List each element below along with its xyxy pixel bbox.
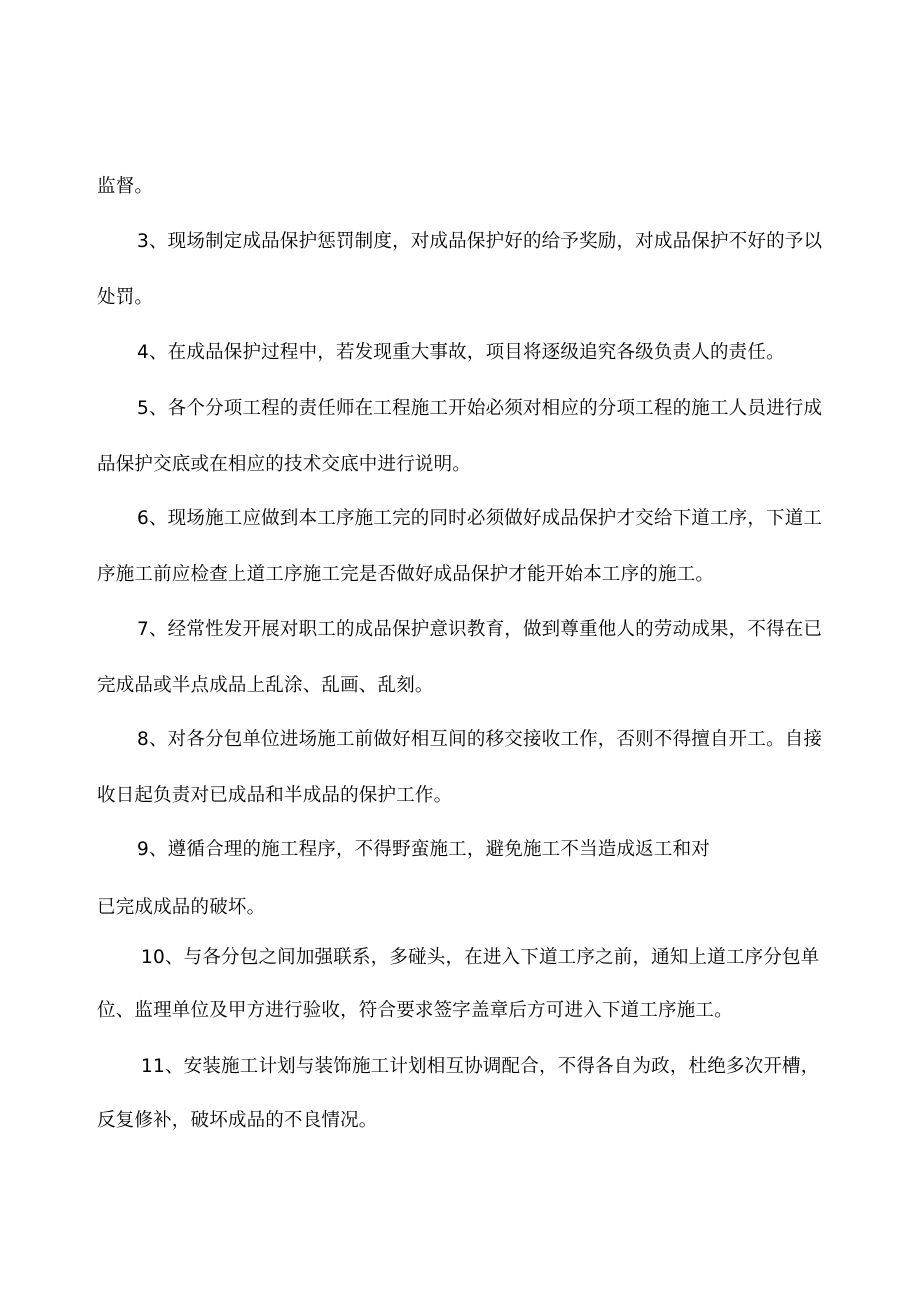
text-line: 8、对各分包单位进场施工前做好相互间的移交接收工作，否则不得擅自开工。自接 — [137, 729, 823, 750]
text-line: 3、现场制定成品保护惩罚制度，对成品保护好的给予奖励，对成品保护不好的予以 — [137, 231, 823, 252]
text-line: 6、现场施工应做到本工序施工完的同时必须做好成品保护才交给下道工序，下道工 — [137, 508, 823, 529]
text-line: 序施工前应检查上道工序施工完是否做好成品保护才能开始本工序的施工。 — [97, 564, 715, 585]
text-line: 7、经常性发开展对职工的成品保护意识教育，做到尊重他人的劳动成果，不得在已 — [137, 619, 823, 640]
text-line: 收日起负责对已成品和半成品的保护工作。 — [97, 785, 453, 806]
text-line: 11、安装施工计划与装饰施工计划相互协调配合，不得各自为政，杜绝多次开槽， — [141, 1056, 820, 1077]
text-line: 处罚。 — [97, 287, 154, 308]
text-line: 位、监理单位及甲方进行验收，符合要求签字盖章后方可进入下道工序施工。 — [97, 1000, 733, 1021]
text-line: 10、与各分包之间加强联系，多碰头，在进入下道工序之前，通知上道工序分包单 — [141, 947, 820, 968]
text-line: 品保护交底或在相应的技术交底中进行说明。 — [97, 454, 472, 475]
text-line: 完成品或半点成品上乱涂、乱画、乱刻。 — [97, 675, 434, 696]
text-line: 9、遵循合理的施工程序，不得野蛮施工，避免施工不当造成返工和对 — [137, 839, 710, 860]
text-line: 监督。 — [97, 176, 154, 197]
text-line: 4、在成品保护过程中，若发现重大事故，项目将逐级追究各级负责人的责任。 — [137, 342, 785, 363]
text-line: 5、各个分项工程的责任师在工程施工开始必须对相应的分项工程的施工人员进行成 — [137, 398, 823, 419]
text-line: 反复修补，破坏成品的不良情况。 — [97, 1110, 378, 1131]
text-line: 已完成成品的破坏。 — [97, 897, 266, 918]
